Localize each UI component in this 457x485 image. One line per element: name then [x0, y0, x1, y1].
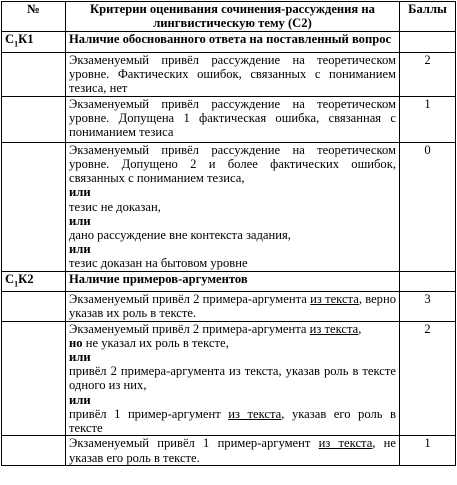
row-number-empty	[2, 142, 66, 271]
criteria-table	[1, 1, 456, 466]
criterion-text: Экзаменуемый привёл 2 примера-аргумента из текста, верно указав их роль в тексте.	[66, 292, 400, 321]
row-number-empty	[2, 436, 66, 465]
points-value: 1	[400, 96, 456, 142]
points-value: 2	[400, 321, 456, 436]
table-row	[2, 436, 456, 465]
row-number-empty	[2, 292, 66, 321]
row-number-empty	[2, 96, 66, 142]
points-value: 3	[400, 292, 456, 321]
table-header-row	[2, 2, 456, 32]
row-number-empty	[2, 321, 66, 436]
points-value: 1	[400, 436, 456, 465]
table-row	[2, 321, 456, 436]
points-value: 0	[400, 142, 456, 271]
section-row-c1k2	[2, 271, 456, 292]
points-value: 2	[400, 52, 456, 96]
table-row	[2, 96, 456, 142]
table-row	[2, 142, 456, 271]
criterion-text: Экзаменуемый привёл рассуждение на теоретическом уровне. Фактических ошибок, связанных с пониманием тезиса, нет	[66, 52, 400, 96]
criterion-text: Экзаменуемый привёл рассуждение на теоретическом уровне. Допущена 1 фактическая ошибка, связанная с пониманием тезиса	[66, 96, 400, 142]
section-row-c1k1	[2, 32, 456, 53]
criterion-text: Экзаменуемый привёл рассуждение на теоретическом уровне. Допущено 2 и более фактических ошибок, связанных с пониманием тезиса, или тезис не доказан, или дано рассуждение вне контекста задания, или тезис доказан на бытовом уровне	[66, 142, 400, 271]
row-number-empty	[2, 52, 66, 96]
criterion-text: Экзаменуемый привёл 2 примера-аргумента из текста, но не указал их роль в тексте, или привёл 2 примера-аргумента из текста, указав роль в тексте одного из них, или привёл 1 пример-аргумент из текста, указав его роль в тексте	[66, 321, 400, 436]
header-criteria: Критерии оценивания сочинения-рассуждения на лингвистическую тему (С2)	[66, 2, 400, 32]
header-points: Баллы	[400, 2, 456, 32]
section-code-c1k2: $С_1К2$	[2, 271, 66, 292]
section-title-c1k2: Наличие примеров-аргументов	[66, 271, 400, 292]
section-title-c1k1: Наличие обоснованного ответа на поставленный вопрос	[66, 32, 400, 53]
header-number: №	[2, 2, 66, 32]
section-code-c1k1: $С_1К1$	[2, 32, 66, 53]
criterion-text: Экзаменуемый привёл 1 пример-аргумент из текста, не указав его роль в тексте.	[66, 436, 400, 465]
section-points-empty	[400, 271, 456, 292]
table-row	[2, 292, 456, 321]
table-row	[2, 52, 456, 96]
section-points-empty	[400, 32, 456, 53]
